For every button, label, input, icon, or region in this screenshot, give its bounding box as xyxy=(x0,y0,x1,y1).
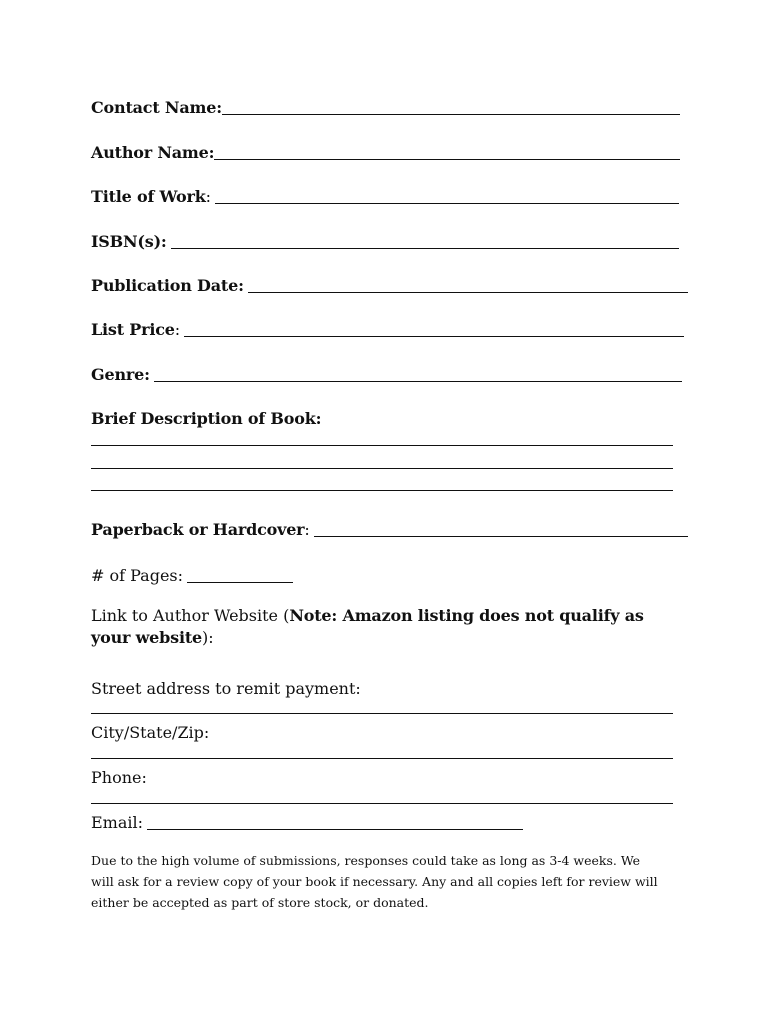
brief-description-line-2[interactable] xyxy=(91,468,673,469)
street-address-row xyxy=(91,673,361,699)
publication-date-row xyxy=(91,270,688,296)
paperback-hardcover-row xyxy=(91,514,688,540)
brief-description-label: Brief Description of Book: xyxy=(91,409,322,428)
publication-date-field[interactable] xyxy=(248,292,688,293)
list-price-colon: : xyxy=(174,320,181,339)
isbn-row xyxy=(91,226,679,252)
street-address-label: Street address to remit payment: xyxy=(91,679,361,698)
phone-field[interactable] xyxy=(91,803,673,804)
email-field[interactable] xyxy=(147,829,523,830)
brief-description-row xyxy=(91,403,321,429)
list-price-row xyxy=(91,314,684,340)
author-name-label: Author Name: xyxy=(91,143,215,162)
email-row xyxy=(91,807,523,833)
isbn-label: ISBN(s): xyxy=(91,232,167,251)
contact-name-row xyxy=(91,92,680,118)
email-label: Email: xyxy=(91,813,144,832)
title-of-work-label: Title of Work xyxy=(91,187,206,206)
author-website-row xyxy=(91,605,671,649)
paperback-hardcover-colon: : xyxy=(304,520,310,539)
title-of-work-field[interactable] xyxy=(215,203,679,204)
title-of-work-row xyxy=(91,181,679,207)
author-name-row xyxy=(91,137,680,163)
contact-name-field[interactable] xyxy=(222,114,680,115)
publication-date-label: Publication Date: xyxy=(91,276,244,295)
footer-note: Due to the high volume of submissions, responses could take as long as 3-4 weeks. We will ask for a review copy of your book if necessary. Any and all copies left for review will either be accepted as part of store stock, or donated. xyxy=(91,853,658,910)
city-state-zip-field[interactable] xyxy=(91,758,673,759)
list-price-field[interactable] xyxy=(184,336,684,337)
title-of-work-colon: : xyxy=(205,187,211,206)
genre-field[interactable] xyxy=(154,381,682,382)
city-state-zip-row xyxy=(91,717,209,743)
list-price-label: List Price xyxy=(91,320,175,339)
brief-description-line-1[interactable] xyxy=(91,445,673,446)
brief-description-line-3[interactable] xyxy=(91,490,673,491)
genre-row xyxy=(91,359,682,385)
paperback-hardcover-field[interactable] xyxy=(314,536,688,537)
isbn-field[interactable] xyxy=(171,248,679,249)
author-website-note: Note: Amazon listing does not qualify as your website xyxy=(91,606,644,647)
genre-label: Genre: xyxy=(91,365,150,384)
num-pages-field[interactable] xyxy=(187,582,293,583)
author-website-suffix: ): xyxy=(202,628,214,647)
paperback-hardcover-label: Paperback or Hardcover xyxy=(91,520,305,539)
contact-name-label: Contact Name: xyxy=(91,98,222,117)
num-pages-row xyxy=(91,560,293,586)
city-state-zip-label: City/State/Zip: xyxy=(91,723,210,742)
author-name-field[interactable] xyxy=(214,159,680,160)
author-website-label: Link to Author Website ( xyxy=(91,606,290,625)
street-address-field[interactable] xyxy=(91,713,673,714)
phone-label: Phone: xyxy=(91,768,147,787)
num-pages-label: # of Pages: xyxy=(91,566,184,585)
phone-row xyxy=(91,762,147,788)
